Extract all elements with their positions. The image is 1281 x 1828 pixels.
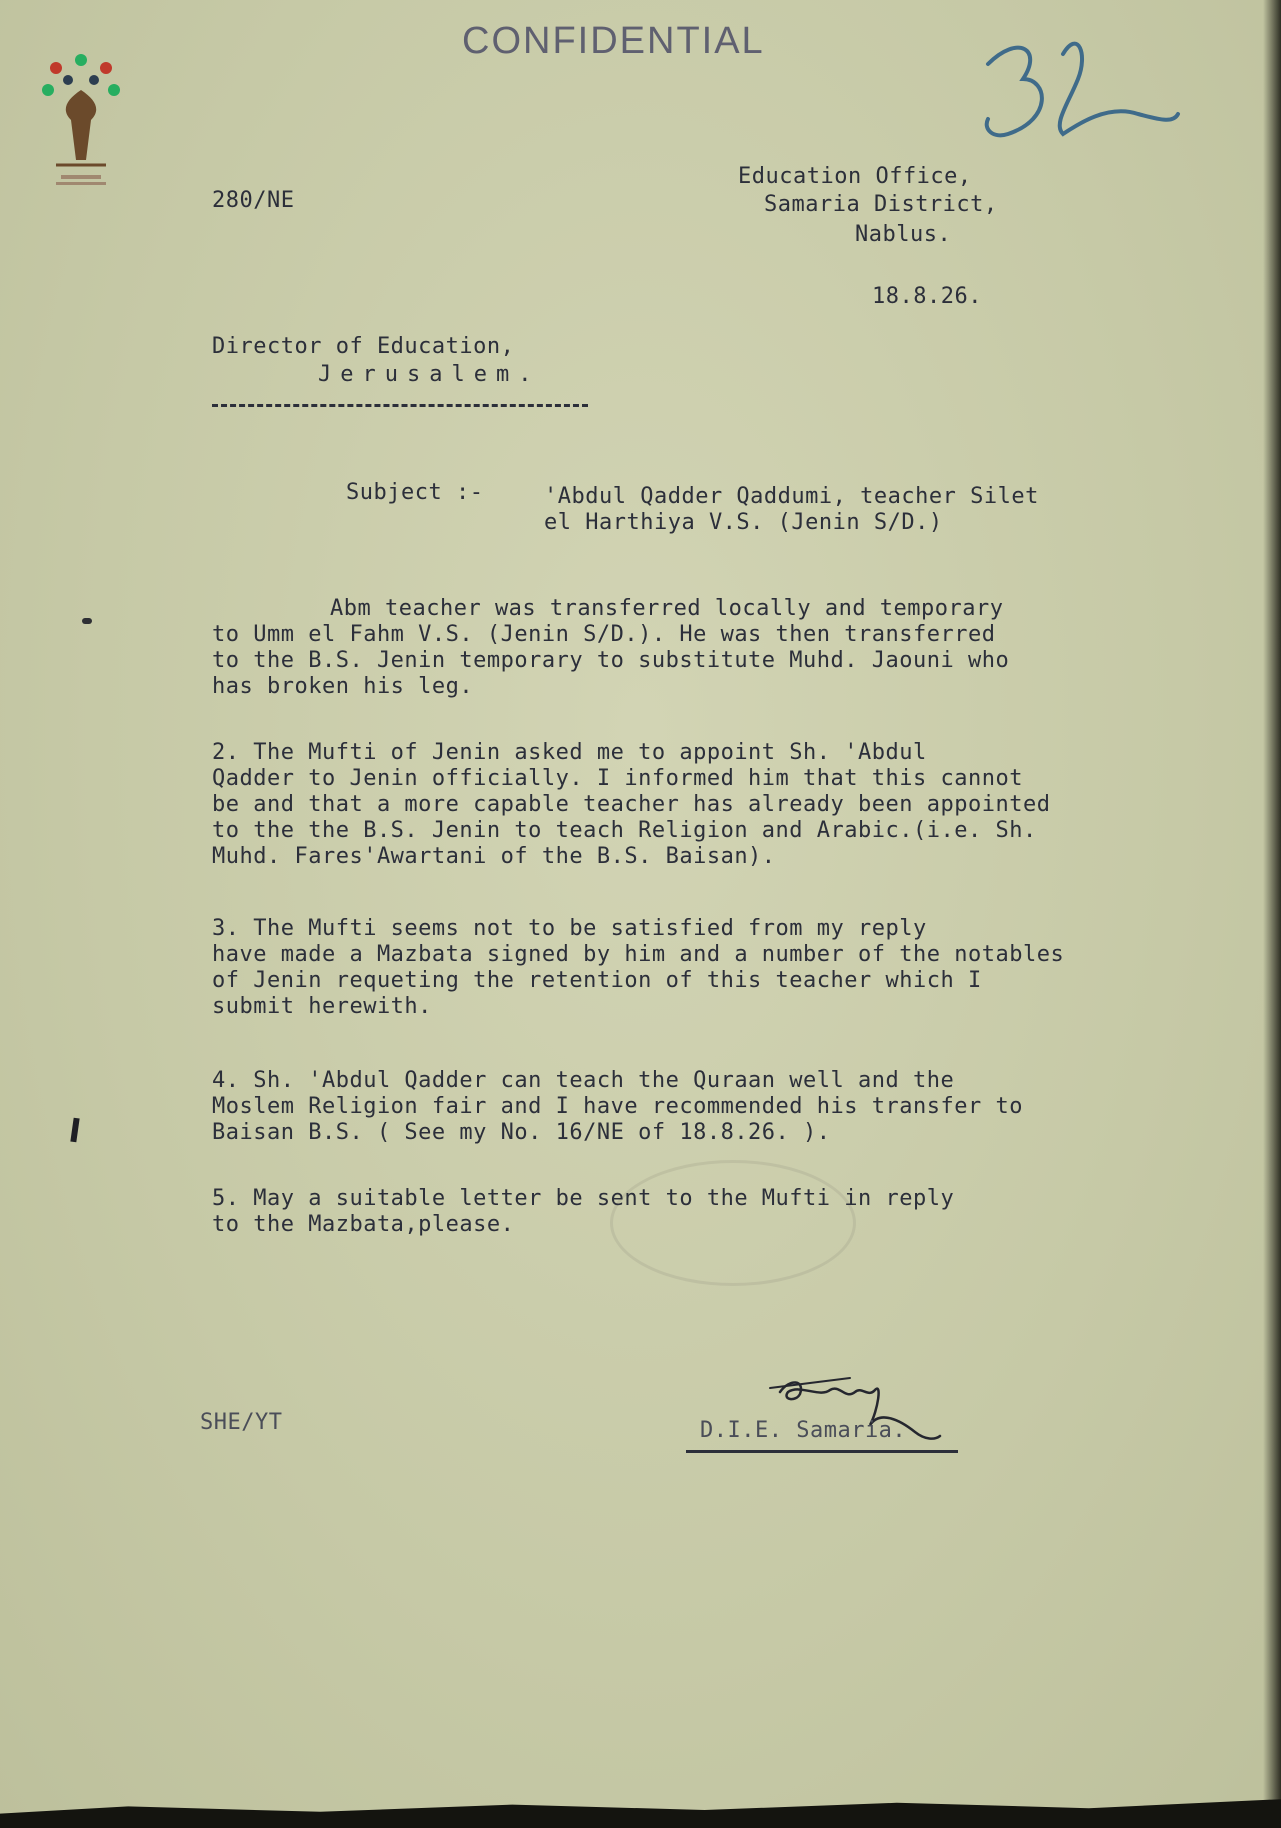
paragraph-4-line-1: 4. Sh. 'Abdul Qadder can teach the Quraan well and the	[212, 1068, 955, 1093]
signature-title: D.I.E. Samaria.	[700, 1418, 907, 1443]
reference-number: 280/NE	[212, 188, 295, 213]
handwritten-signature	[700, 1370, 980, 1460]
paragraph-3-line-2: have made a Mazbata signed by him and a number of the notables	[212, 942, 1065, 967]
scan-edge-right	[1263, 0, 1281, 1828]
paragraph-1-line-2: to Umm el Fahm V.S. (Jenin S/D.). He was then transferred	[212, 622, 996, 647]
address-line-3: Nablus.	[855, 222, 952, 247]
paragraph-1-line-3: to the B.S. Jenin temporary to substitute Muhd. Jaouni who	[212, 648, 1010, 673]
subject-label: Subject :-	[346, 480, 484, 505]
handwritten-folio-number	[968, 24, 1188, 164]
typist-initials: SHE/YT	[200, 1410, 283, 1435]
addressee-line-2: Jerusalem.	[318, 362, 541, 387]
margin-dot	[82, 618, 92, 624]
paragraph-1-line-1: Abm teacher was transferred locally and temporary	[330, 596, 1004, 621]
subject-line-1: 'Abdul Qadder Qaddumi, teacher Silet	[544, 484, 1039, 509]
faint-circular-stamp	[610, 1160, 856, 1286]
signature-underline	[686, 1450, 958, 1453]
margin-mark	[70, 1118, 79, 1143]
confidential-stamp: CONFIDENTIAL	[462, 20, 765, 62]
paragraph-4-line-2: Moslem Religion fair and I have recommended his transfer to	[212, 1094, 1023, 1119]
paragraph-2-line-1: 2. The Mufti of Jenin asked me to appoint Sh. 'Abdul	[212, 740, 927, 765]
paragraph-2-line-4: to the the B.S. Jenin to teach Religion and Arabic.(i.e. Sh.	[212, 818, 1037, 843]
paragraph-2-line-2: Qadder to Jenin officially. I informed him that this cannot	[212, 766, 1023, 791]
paragraph-5-line-2: to the Mazbata,please.	[212, 1212, 515, 1237]
paragraph-4-line-3: Baisan B.S. ( See my No. 16/NE of 18.8.26. ).	[212, 1120, 831, 1145]
paragraph-2-line-5: Muhd. Fares'Awartani of the B.S. Baisan).	[212, 844, 776, 869]
address-line-2: Samaria District,	[764, 192, 998, 217]
paragraph-3-line-3: of Jenin requeting the retention of this teacher which I	[212, 968, 982, 993]
paragraph-2-line-3: be and that a more capable teacher has already been appointed	[212, 792, 1051, 817]
paragraph-3-line-1: 3. The Mufti seems not to be satisfied from my reply	[212, 916, 927, 941]
paragraph-1-line-4: has broken his leg.	[212, 674, 474, 699]
address-line-1: Education Office,	[738, 164, 972, 189]
tree-emblem-icon	[36, 50, 126, 200]
paragraph-3-line-4: submit herewith.	[212, 994, 432, 1019]
addressee-line-1: Director of Education,	[212, 334, 515, 359]
letter-date: 18.8.26.	[872, 284, 982, 309]
subject-line-2: el Harthiya V.S. (Jenin S/D.)	[544, 510, 943, 535]
addressee-underline	[212, 404, 588, 407]
scan-edge-bottom	[0, 1792, 1281, 1828]
paragraph-5-line-1: 5. May a suitable letter be sent to the Mufti in reply	[212, 1186, 955, 1211]
